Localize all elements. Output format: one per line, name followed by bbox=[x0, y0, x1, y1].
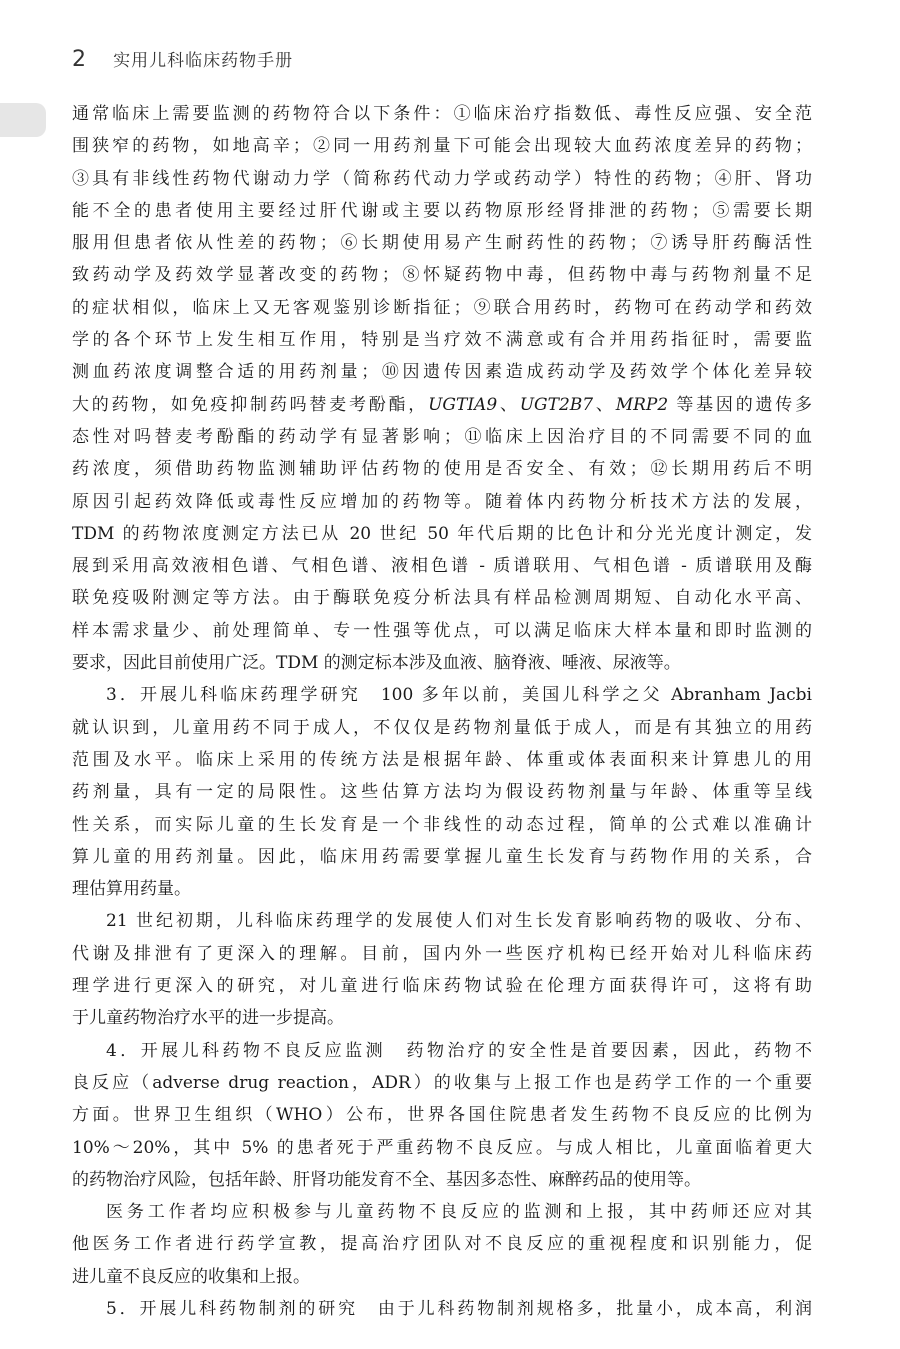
text-line: 性关系，而实际儿童的生长发育是一个非线性的动态过程，简单的公式难以准确计 bbox=[72, 814, 812, 835]
text-line: 理估算用药量。 bbox=[72, 879, 191, 900]
text-line: 良反应（adverse drug reaction，ADR）的收集与上报工作也是药学工作的一个重要 bbox=[72, 1072, 812, 1093]
text-line: 范围及水平。临床上采用的传统方法是根据年龄、体重或体表面积来计算患儿的用 bbox=[72, 749, 812, 770]
running-title: 实用儿科临床药物手册 bbox=[113, 51, 294, 71]
text-line: TDM 的药物浓度测定方法已从 20 世纪 50 年代后期的比色计和分光光度计测定，发 bbox=[72, 523, 812, 544]
text-line: 学的各个环节上发生相互作用，特别是当疗效不满意或有合并用药指征时，需要监 bbox=[72, 330, 812, 351]
text-line: 样本需求量少、前处理简单、专一性强等优点，可以满足临床大样本量和即时监测的 bbox=[72, 620, 812, 641]
text-line: 展到采用高效液相色谱、气相色谱、液相色谱 - 质谱联用、气相色谱 - 质谱联用及酶 bbox=[72, 556, 812, 577]
text-line: 态性对吗替麦考酚酯的药动学有显著影响；⑪临床上因治疗目的不同需要不同的血 bbox=[72, 426, 812, 447]
text-line: 10%～20%，其中 5% 的患者死于严重药物不良反应。与成人相比，儿童面临着更大 bbox=[72, 1137, 812, 1158]
text-line: 5．开展儿科药物制剂的研究 由于儿科药物制剂规格多，批量小，成本高，利润 bbox=[106, 1298, 812, 1319]
text-line: 于儿童药物治疗水平的进一步提高。 bbox=[72, 1008, 344, 1029]
text-line: 联免疫吸附测定等方法。由于酶联免疫分析法具有样品检测周期短、自动化水平高、 bbox=[72, 588, 812, 609]
text-line: 4．开展儿科药物不良反应监测 药物治疗的安全性是首要因素，因此，药物不 bbox=[106, 1040, 812, 1061]
body-text bbox=[72, 98, 812, 1325]
text-line: 的症状相似，临床上又无客观鉴别诊断指征；⑨联合用药时，药物可在药动学和药效 bbox=[72, 297, 812, 318]
page-header bbox=[72, 46, 293, 72]
text-line: 致药动学及药效学显著改变的药物；⑧怀疑药物中毒，但药物中毒与药物剂量不足 bbox=[72, 265, 812, 286]
text-line: 服用但患者依从性差的药物；⑥长期使用易产生耐药性的药物；⑦诱导肝药酶活性 bbox=[72, 233, 812, 254]
page-number: 2 bbox=[72, 47, 86, 72]
text-line: 方面。世界卫生组织（WHO）公布，世界各国住院患者发生药物不良反应的比例为 bbox=[72, 1105, 812, 1126]
text-line: 就认识到，儿童用药不同于成人，不仅仅是药物剂量低于成人，而是有其独立的用药 bbox=[72, 717, 812, 738]
text-line: 通常临床上需要监测的药物符合以下条件：①临床治疗指数低、毒性反应强、安全范 bbox=[72, 104, 812, 124]
text-line: 进儿童不良反应的收集和上报。 bbox=[72, 1266, 310, 1287]
text-line: 21 世纪初期，儿科临床药理学的发展使人们对生长发育影响药物的吸收、分布、 bbox=[106, 911, 812, 932]
text-line: 大的药物，如免疫抑制药吗替麦考酚酯，UGTIA9、UGT2B7、MRP2 等基因的遗传多 bbox=[72, 394, 813, 415]
text-line: 的药物治疗风险，包括年龄、肝肾功能发育不全、基因多态性、麻醉药品的使用等。 bbox=[72, 1169, 701, 1190]
text-line: 代谢及排泄有了更深入的理解。目前，国内外一些医疗机构已经开始对儿科临床药 bbox=[72, 943, 812, 964]
text-line: 测血药浓度调整合适的用药剂量；⑩因遗传因素造成药动学及药效学个体化差异较 bbox=[72, 362, 812, 383]
text-line: 要求，因此目前使用广泛。TDM 的测定标本涉及血液、脑脊液、唾液、尿液等。 bbox=[72, 653, 681, 674]
text-line: 他医务工作者进行药学宣教，提高治疗团队对不良反应的重视程度和识别能力，促 bbox=[72, 1234, 812, 1255]
text-line: 算儿童的用药剂量。因此，临床用药需要掌握儿童生长发育与药物作用的关系，合 bbox=[72, 846, 812, 867]
text-line: 药浓度，须借助药物监测辅助评估药物的使用是否安全、有效；⑫长期用药后不明 bbox=[72, 459, 812, 480]
text-line: 3．开展儿科临床药理学研究 100 多年以前，美国儿科学之父 Abranham Jacbi bbox=[106, 685, 812, 706]
side-thumb-tab bbox=[0, 103, 46, 137]
text-line: 原因引起药效降低或毒性反应增加的药物等。随着体内药物分析技术方法的发展， bbox=[72, 491, 812, 512]
text-line: 围狭窄的药物，如地高辛；②同一用药剂量下可能会出现较大血药浓度差异的药物； bbox=[72, 136, 812, 157]
text-line: 医务工作者均应积极参与儿童药物不良反应的监测和上报，其中药师还应对其 bbox=[106, 1202, 812, 1223]
text-line: 能不全的患者使用主要经过肝代谢或主要以药物原形经肾排泄的药物；⑤需要长期 bbox=[72, 200, 812, 221]
text-line: 理学进行更深入的研究，对儿童进行临床药物试验在伦理方面获得许可，这将有助 bbox=[72, 976, 812, 997]
text-line: ③具有非线性药物代谢动力学（简称药代动力学或药动学）特性的药物；④肝、肾功 bbox=[72, 168, 812, 189]
text-line: 药剂量，具有一定的局限性。这些估算方法均为假设药物剂量与年龄、体重等呈线 bbox=[72, 782, 812, 803]
